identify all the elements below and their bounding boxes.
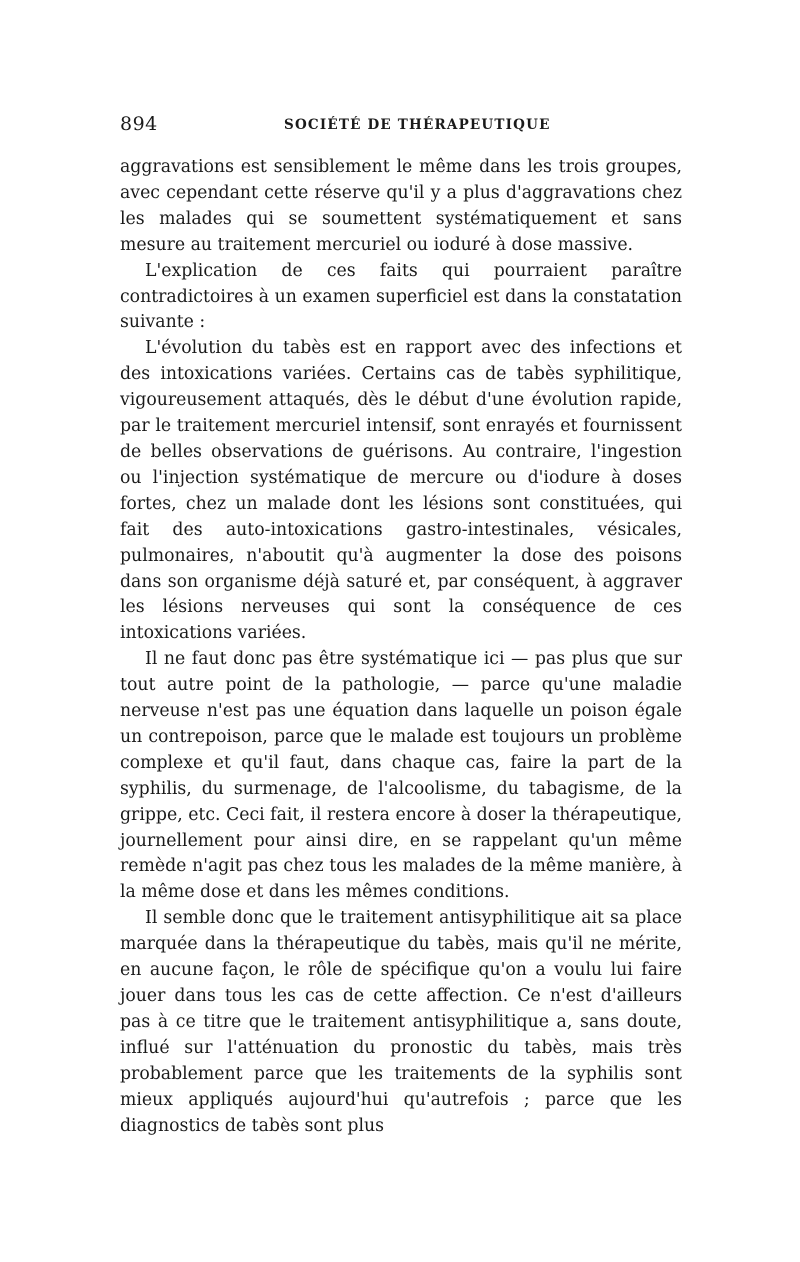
body-text (120, 155, 682, 1139)
paragraph: L'évolution du tabès est en rapport avec des infections et des intoxications variées. Certains cas de tabès syphilitique, vigoureusement attaqués, dès le début d'une évolution rapide, par le traitement mercuriel intensif, sont enrayés et fournissent de belles observations de guérisons. Au contraire, l'ingestion ou l'injection systématique de mercure ou d'iodure à doses fortes, chez un malade dont les lésions sont constituées, qui fait des auto-intoxications gastro-intestinales, vésicales, pulmonaires, n'aboutit qu'à augmenter la dose des poisons dans son organisme déjà saturé et, par conséquent, à aggraver les lésions nerveuses qui sont la conséquence de ces intoxications variées. (120, 338, 682, 644)
paragraph: Il semble donc que le traitement antisyphilitique ait sa place marquée dans la thérapeutique du tabès, mais qu'il ne mérite, en aucune façon, le rôle de spécifique qu'on a voulu lui faire jouer dans tous les cas de cette affection. Ce n'est d'ailleurs pas à ce titre que le traitement antisyphilitique a, sans doute, influé sur l'atténuation du pronostic du tabès, mais très probablement parce que les traitements de la syphilis sont mieux appliqués aujourd'hui qu'autrefois ; parce que les diagnostics de tabès sont plus (120, 908, 682, 1136)
paragraph: L'explication de ces faits qui pourraient paraître contradictoires à un examen superficiel est dans la constatation suivante : (120, 260, 682, 333)
paragraph: Il ne faut donc pas être systématique ici — pas plus que sur tout autre point de la pathologie, — parce qu'une maladie nerveuse n'est pas une équation dans laquelle un poison égale un contrepoison, parce que le malade est toujours un problème complexe et qu'il faut, dans chaque cas, faire la part de la syphilis, du surmenage, de l'alcoolisme, du tabagisme, de la grippe, etc. Ceci fait, il restera encore à doser la thérapeutique, journellement pour ainsi dire, en se rappelant qu'un même remède n'agit pas chez tous les malades de la même manière, à la même dose et dans les mêmes conditions. (120, 649, 682, 903)
paragraph-continued: aggravations est sensiblement le même dans les trois groupes, avec cependant cette réserve qu'il y a plus d'aggravations chez les malades qui se soumettent systématiquement et sans mesure au traitement mercuriel ou ioduré à dose massive. (120, 157, 682, 255)
running-head: SOCIÉTÉ DE THÉRAPEUTIQUE (284, 117, 551, 133)
book-page (120, 113, 682, 1139)
page-header (120, 113, 682, 141)
page-number: 894 (120, 113, 158, 135)
